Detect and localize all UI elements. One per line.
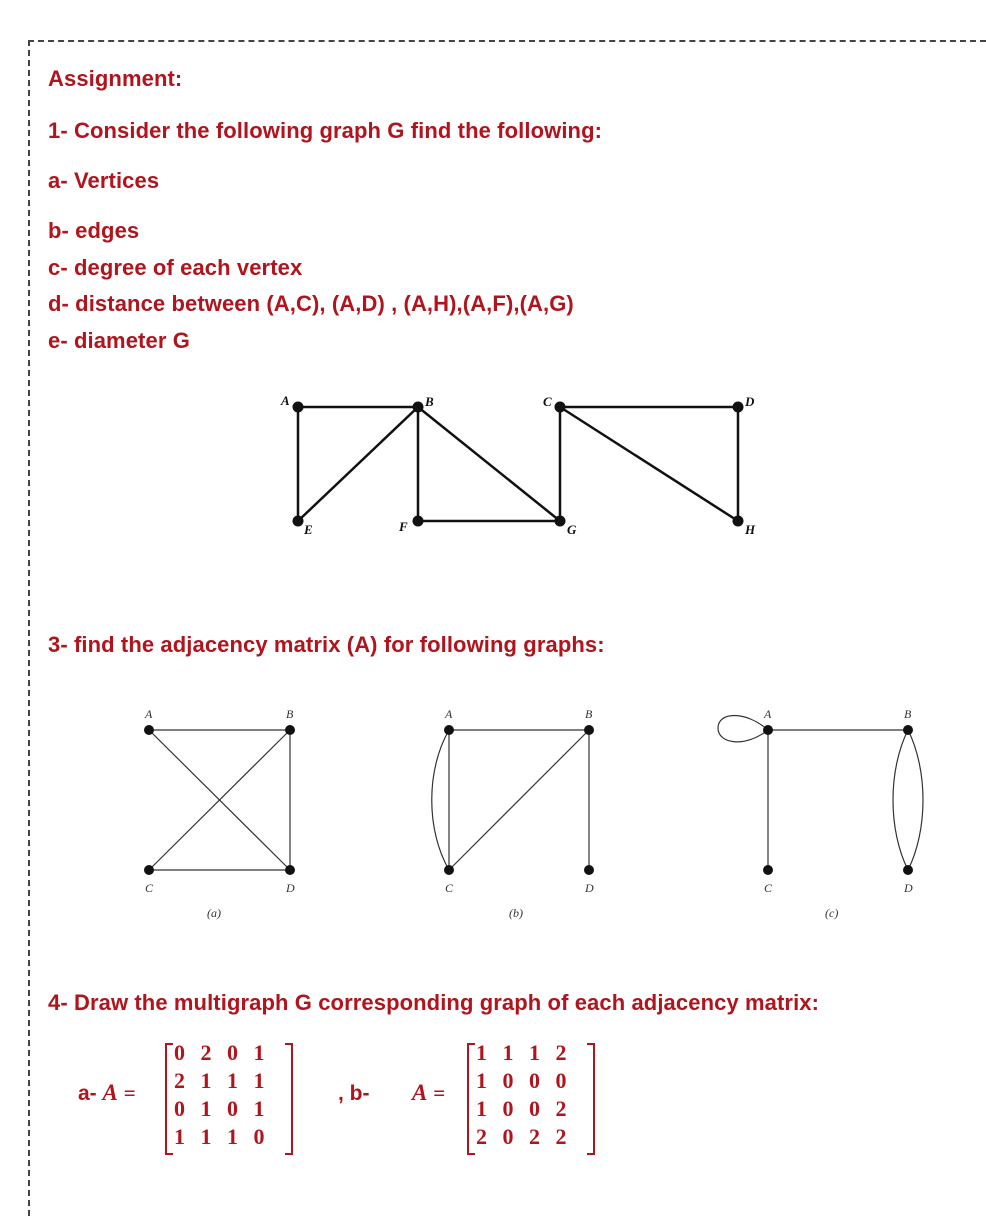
graphs-abc (0, 690, 986, 930)
graph-g-label-a: A (281, 393, 290, 408)
matrix-a-row-3: 0 1 0 1 (174, 1096, 270, 1121)
graph-g (0, 0, 986, 560)
q3-heading: 3- find the adjacency matrix (A) for following graphs: (48, 632, 605, 657)
q1-item-d: d- distance between (A,C), (A,D) , (A,H),(A,F),(A,G) (48, 291, 574, 316)
graph-c-label-a: A (764, 707, 772, 721)
graph-a-caption: (a) (207, 906, 221, 920)
matrix-b-row-4: 2 0 2 2 (476, 1124, 572, 1149)
matrix-a-row-1: 0 2 0 1 (174, 1040, 270, 1065)
matrix-b-row-2: 1 0 0 0 (476, 1068, 572, 1093)
graph-c-label-c: C (764, 881, 773, 895)
graph-g-label-h: H (745, 522, 756, 537)
matrix-b-label: A = (412, 1080, 446, 1105)
graph-b-label-d: D (585, 881, 594, 895)
graph-a-label-a: A (145, 707, 153, 721)
graph-b-label-b: B (585, 707, 593, 721)
q4-heading: 4- Draw the multigraph G corresponding graph of each adjacency matrix: (48, 990, 820, 1015)
graph-g-label-f: F (399, 519, 408, 534)
q1-item-c: c- degree of each vertex (48, 255, 303, 280)
graph-g-label-e: E (304, 522, 313, 537)
q1-item-e: e- diameter G (48, 328, 190, 353)
matrix-a-label: a- A = (78, 1080, 136, 1105)
matrix-b-row-3: 1 0 0 2 (476, 1096, 572, 1121)
graph-g-label-b: B (425, 394, 434, 409)
matrix-b-prefix: , b- (338, 1082, 370, 1105)
graph-g-label-g: G (567, 522, 577, 537)
q1-heading: 1- Consider the following graph G find the following: (48, 118, 603, 143)
q1-item-a: a- Vertices (48, 168, 160, 193)
graph-b-caption: (b) (509, 906, 523, 920)
graph-c-label-b: B (904, 707, 912, 721)
graph-g-label-d: D (745, 394, 755, 409)
graph-a-label-c: C (145, 881, 154, 895)
graph-c-label-d: D (904, 881, 913, 895)
graph-b-label-a: A (445, 707, 453, 721)
q1-item-b: b- edges (48, 218, 140, 243)
assignment-title: Assignment: (48, 66, 183, 91)
graph-a-label-d: D (286, 881, 295, 895)
graph-a-label-b: B (286, 707, 294, 721)
graph-c-caption: (c) (825, 906, 839, 920)
matrix-a-row-4: 1 1 1 0 (174, 1124, 270, 1149)
matrix-b-row-1: 1 1 1 2 (476, 1040, 572, 1065)
graph-g-label-c: C (543, 394, 552, 409)
graph-b-label-c: C (445, 881, 454, 895)
matrix-a-row-2: 2 1 1 1 (174, 1068, 270, 1093)
